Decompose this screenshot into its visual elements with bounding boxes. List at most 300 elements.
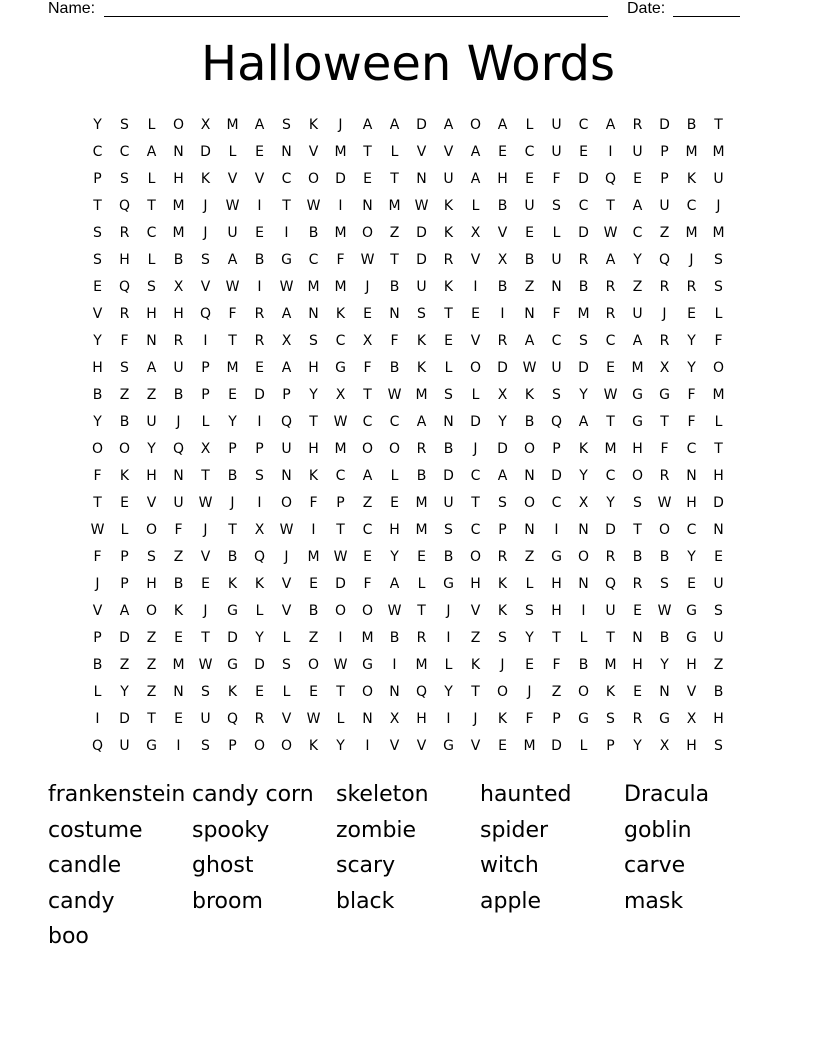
grid-letter[interactable]: L [714, 305, 723, 322]
grid-letter[interactable]: O [307, 170, 320, 187]
grid-letter[interactable]: L [147, 116, 156, 133]
grid-letter[interactable]: B [443, 548, 454, 565]
grid-letter[interactable]: S [714, 602, 723, 619]
grid-letter[interactable]: Q [604, 170, 617, 187]
grid-letter[interactable]: H [146, 467, 157, 484]
grid-letter[interactable]: K [254, 575, 265, 592]
grid-letter[interactable]: A [605, 251, 616, 268]
grid-letter[interactable]: B [92, 386, 103, 403]
grid-letter[interactable]: K [119, 467, 130, 484]
grid-letter[interactable]: Y [633, 737, 642, 754]
grid-letter[interactable]: N [281, 467, 292, 484]
grid-letter[interactable]: H [551, 575, 562, 592]
grid-letter[interactable]: R [416, 440, 427, 457]
grid-letter[interactable]: E [120, 494, 129, 511]
grid-letter[interactable]: I [284, 224, 289, 241]
grid-letter[interactable]: U [173, 494, 184, 511]
grid-letter[interactable]: B [173, 575, 184, 592]
grid-letter[interactable]: W [333, 413, 348, 430]
grid-letter[interactable]: A [443, 116, 454, 133]
grid-letter[interactable]: D [659, 116, 670, 133]
grid-letter[interactable]: Z [173, 548, 184, 565]
grid-letter[interactable]: M [604, 656, 617, 673]
grid-letter[interactable]: E [309, 575, 318, 592]
grid-letter[interactable]: L [282, 629, 291, 646]
grid-letter[interactable]: W [279, 521, 294, 538]
grid-letter[interactable]: B [227, 548, 238, 565]
grid-letter[interactable]: J [473, 440, 478, 457]
grid-letter[interactable]: C [335, 332, 346, 349]
grid-letter[interactable]: S [714, 737, 723, 754]
grid-letter[interactable]: G [362, 656, 373, 673]
grid-letter[interactable]: A [578, 413, 589, 430]
grid-letter[interactable]: X [173, 278, 184, 295]
grid-letter[interactable]: Y [498, 413, 507, 430]
grid-letter[interactable]: M [307, 548, 320, 565]
grid-letter[interactable]: O [280, 494, 293, 511]
grid-letter[interactable]: R [632, 575, 643, 592]
grid-letter[interactable]: E [255, 683, 264, 700]
grid-letter[interactable]: H [470, 575, 481, 592]
grid-letter[interactable]: E [471, 305, 480, 322]
grid-letter[interactable]: Z [659, 224, 670, 241]
grid-letter[interactable]: T [363, 143, 372, 160]
grid-letter[interactable]: U [227, 224, 238, 241]
grid-letter[interactable]: R [605, 278, 616, 295]
grid-letter[interactable]: W [279, 278, 294, 295]
grid-letter[interactable]: K [308, 467, 319, 484]
grid-letter[interactable]: M [226, 116, 239, 133]
grid-letter[interactable]: S [633, 494, 642, 511]
grid-letter[interactable]: E [687, 575, 696, 592]
grid-letter[interactable]: J [689, 251, 694, 268]
grid-letter[interactable]: Z [470, 629, 481, 646]
grid-letter[interactable]: S [444, 521, 453, 538]
grid-letter[interactable]: M [307, 278, 320, 295]
grid-letter[interactable]: A [362, 116, 373, 133]
grid-letter[interactable]: O [145, 521, 158, 538]
grid-letter[interactable]: T [336, 521, 345, 538]
grid-letter[interactable]: J [527, 683, 532, 700]
grid-letter[interactable]: K [227, 575, 238, 592]
grid-letter[interactable]: F [552, 170, 561, 187]
grid-letter[interactable]: M [415, 386, 428, 403]
grid-letter[interactable]: K [497, 602, 508, 619]
grid-letter[interactable]: O [118, 440, 131, 457]
grid-letter[interactable]: P [552, 440, 561, 457]
grid-letter[interactable]: S [498, 494, 507, 511]
grid-letter[interactable]: S [606, 710, 615, 727]
grid-letter[interactable]: C [686, 521, 697, 538]
grid-letter[interactable]: J [365, 278, 370, 295]
grid-letter[interactable]: W [657, 602, 672, 619]
grid-letter[interactable]: T [363, 386, 372, 403]
grid-letter[interactable]: V [443, 143, 454, 160]
grid-letter[interactable]: B [443, 440, 454, 457]
grid-letter[interactable]: G [659, 386, 670, 403]
grid-letter[interactable]: T [471, 683, 480, 700]
grid-letter[interactable]: H [173, 170, 184, 187]
grid-letter[interactable]: Z [119, 656, 130, 673]
grid-letter[interactable]: S [714, 251, 723, 268]
grid-letter[interactable]: H [389, 521, 400, 538]
grid-letter[interactable]: T [93, 494, 102, 511]
grid-letter[interactable]: X [659, 359, 670, 376]
grid-letter[interactable]: B [92, 656, 103, 673]
grid-letter[interactable]: F [687, 386, 696, 403]
grid-letter[interactable]: U [524, 197, 535, 214]
grid-letter[interactable]: B [254, 251, 265, 268]
grid-letter[interactable]: F [687, 413, 696, 430]
grid-letter[interactable]: Q [604, 575, 617, 592]
grid-letter[interactable]: I [392, 656, 397, 673]
grid-letter[interactable]: B [308, 224, 319, 241]
grid-letter[interactable]: U [119, 737, 130, 754]
grid-letter[interactable]: B [659, 548, 670, 565]
grid-letter[interactable]: H [686, 656, 697, 673]
grid-letter[interactable]: Y [687, 359, 696, 376]
grid-letter[interactable]: S [579, 332, 588, 349]
grid-letter[interactable]: L [390, 467, 399, 484]
grid-letter[interactable]: O [361, 683, 374, 700]
grid-letter[interactable]: R [497, 548, 508, 565]
grid-letter[interactable]: V [254, 170, 265, 187]
grid-letter[interactable]: Z [308, 629, 319, 646]
grid-letter[interactable]: H [92, 359, 103, 376]
grid-letter[interactable]: Y [606, 494, 615, 511]
grid-letter[interactable]: Y [255, 629, 264, 646]
grid-letter[interactable]: Z [146, 386, 157, 403]
grid-letter[interactable]: R [659, 332, 670, 349]
grid-letter[interactable]: S [552, 386, 561, 403]
grid-letter[interactable]: X [281, 332, 292, 349]
grid-letter[interactable]: I [311, 521, 316, 538]
grid-letter[interactable]: N [713, 521, 724, 538]
grid-letter[interactable]: S [525, 602, 534, 619]
grid-letter[interactable]: F [660, 440, 669, 457]
grid-letter[interactable]: E [525, 224, 534, 241]
grid-letter[interactable]: F [552, 656, 561, 673]
grid-letter[interactable]: T [147, 197, 156, 214]
grid-letter[interactable]: T [390, 251, 399, 268]
grid-letter[interactable]: T [228, 332, 237, 349]
grid-letter[interactable]: V [146, 494, 157, 511]
grid-letter[interactable]: T [606, 197, 615, 214]
grid-letter[interactable]: S [147, 278, 156, 295]
grid-letter[interactable]: M [712, 386, 725, 403]
grid-letter[interactable]: J [203, 197, 208, 214]
grid-letter[interactable]: E [525, 656, 534, 673]
grid-letter[interactable]: U [659, 197, 670, 214]
grid-letter[interactable]: L [390, 143, 399, 160]
grid-letter[interactable]: T [714, 440, 723, 457]
grid-letter[interactable]: F [93, 467, 102, 484]
grid-letter[interactable]: L [444, 359, 453, 376]
grid-letter[interactable]: L [201, 413, 210, 430]
grid-letter[interactable]: I [203, 332, 208, 349]
grid-letter[interactable]: P [93, 170, 102, 187]
grid-letter[interactable]: O [361, 602, 374, 619]
grid-letter[interactable]: B [524, 251, 535, 268]
grid-letter[interactable]: A [632, 332, 643, 349]
grid-letter[interactable]: K [308, 116, 319, 133]
grid-letter[interactable]: G [686, 629, 697, 646]
grid-letter[interactable]: K [605, 683, 616, 700]
grid-letter[interactable]: M [415, 656, 428, 673]
grid-letter[interactable]: N [686, 467, 697, 484]
grid-letter[interactable]: H [308, 359, 319, 376]
grid-letter[interactable]: L [93, 683, 102, 700]
grid-letter[interactable]: F [363, 575, 372, 592]
grid-letter[interactable]: W [225, 278, 240, 295]
grid-letter[interactable]: Y [390, 548, 399, 565]
grid-letter[interactable]: U [281, 440, 292, 457]
grid-letter[interactable]: H [497, 170, 508, 187]
grid-letter[interactable]: X [200, 116, 211, 133]
grid-letter[interactable]: G [551, 548, 562, 565]
grid-letter[interactable]: K [308, 737, 319, 754]
grid-letter[interactable]: R [632, 710, 643, 727]
grid-letter[interactable]: M [415, 521, 428, 538]
grid-letter[interactable]: D [119, 710, 130, 727]
grid-letter[interactable]: I [554, 521, 559, 538]
grid-letter[interactable]: D [578, 170, 589, 187]
grid-letter[interactable]: E [498, 143, 507, 160]
grid-letter[interactable]: B [497, 278, 508, 295]
grid-letter[interactable]: F [93, 548, 102, 565]
grid-letter[interactable]: C [578, 197, 589, 214]
grid-letter[interactable]: E [687, 305, 696, 322]
grid-letter[interactable]: V [389, 737, 400, 754]
grid-letter[interactable]: Q [199, 305, 212, 322]
grid-letter[interactable]: O [361, 224, 374, 241]
grid-letter[interactable]: L [120, 521, 129, 538]
grid-letter[interactable]: Q [415, 683, 428, 700]
grid-letter[interactable]: T [417, 602, 426, 619]
grid-letter[interactable]: V [281, 575, 292, 592]
grid-letter[interactable]: M [685, 143, 698, 160]
grid-letter[interactable]: B [416, 467, 427, 484]
grid-letter[interactable]: S [309, 332, 318, 349]
grid-letter[interactable]: H [713, 710, 724, 727]
grid-letter[interactable]: I [95, 710, 100, 727]
grid-letter[interactable]: Y [687, 548, 696, 565]
grid-letter[interactable]: E [228, 386, 237, 403]
grid-letter[interactable]: D [578, 359, 589, 376]
grid-letter[interactable]: A [281, 359, 292, 376]
grid-letter[interactable]: R [497, 332, 508, 349]
grid-letter[interactable]: D [119, 629, 130, 646]
grid-letter[interactable]: E [498, 737, 507, 754]
grid-letter[interactable]: I [473, 278, 478, 295]
grid-letter[interactable]: C [92, 143, 103, 160]
grid-letter[interactable]: R [578, 251, 589, 268]
grid-letter[interactable]: A [281, 305, 292, 322]
grid-letter[interactable]: G [443, 575, 454, 592]
grid-letter[interactable]: N [389, 305, 400, 322]
grid-letter[interactable]: I [257, 413, 262, 430]
grid-letter[interactable]: Y [120, 683, 129, 700]
grid-letter[interactable]: W [414, 197, 429, 214]
grid-letter[interactable]: E [633, 602, 642, 619]
grid-letter[interactable]: E [255, 359, 264, 376]
grid-letter[interactable]: M [334, 278, 347, 295]
grid-letter[interactable]: C [470, 521, 481, 538]
grid-letter[interactable]: A [254, 116, 265, 133]
grid-letter[interactable]: D [470, 413, 481, 430]
grid-letter[interactable]: P [255, 440, 264, 457]
grid-letter[interactable]: L [714, 413, 723, 430]
grid-letter[interactable]: M [361, 629, 374, 646]
grid-letter[interactable]: G [146, 737, 157, 754]
grid-letter[interactable]: V [470, 251, 481, 268]
grid-letter[interactable]: D [497, 440, 508, 457]
grid-letter[interactable]: P [498, 521, 507, 538]
grid-letter[interactable]: M [523, 737, 536, 754]
grid-letter[interactable]: U [713, 629, 724, 646]
grid-letter[interactable]: Q [226, 710, 239, 727]
grid-letter[interactable]: M [172, 224, 185, 241]
grid-letter[interactable]: L [147, 251, 156, 268]
grid-letter[interactable]: N [362, 710, 373, 727]
grid-letter[interactable]: Z [551, 683, 562, 700]
grid-letter[interactable]: P [336, 494, 345, 511]
grid-letter[interactable]: T [444, 305, 453, 322]
grid-letter[interactable]: S [660, 575, 669, 592]
grid-letter[interactable]: O [307, 656, 320, 673]
grid-letter[interactable]: T [93, 197, 102, 214]
grid-letter[interactable]: J [662, 305, 667, 322]
grid-letter[interactable]: I [500, 305, 505, 322]
grid-letter[interactable]: Y [228, 413, 237, 430]
grid-letter[interactable]: B [632, 548, 643, 565]
grid-letter[interactable]: H [713, 467, 724, 484]
grid-letter[interactable]: O [577, 548, 590, 565]
grid-letter[interactable]: T [201, 467, 210, 484]
grid-letter[interactable]: T [633, 521, 642, 538]
grid-letter[interactable]: N [632, 629, 643, 646]
grid-letter[interactable]: L [471, 386, 480, 403]
grid-letter[interactable]: E [579, 143, 588, 160]
grid-letter[interactable]: S [417, 305, 426, 322]
grid-letter[interactable]: W [387, 386, 402, 403]
grid-letter[interactable]: N [578, 575, 589, 592]
grid-letter[interactable]: O [469, 116, 482, 133]
grid-letter[interactable]: C [281, 170, 292, 187]
grid-letter[interactable]: B [659, 629, 670, 646]
grid-letter[interactable]: L [552, 224, 561, 241]
grid-letter[interactable]: D [200, 143, 211, 160]
grid-letter[interactable]: X [659, 737, 670, 754]
date-blank-line[interactable] [673, 16, 740, 17]
grid-letter[interactable]: C [605, 332, 616, 349]
grid-letter[interactable]: U [632, 143, 643, 160]
grid-letter[interactable]: W [225, 197, 240, 214]
grid-letter[interactable]: W [306, 710, 321, 727]
grid-letter[interactable]: A [119, 602, 130, 619]
grid-letter[interactable]: V [416, 737, 427, 754]
grid-letter[interactable]: E [201, 575, 210, 592]
grid-letter[interactable]: S [147, 548, 156, 565]
grid-letter[interactable]: V [470, 737, 481, 754]
grid-letter[interactable]: I [338, 629, 343, 646]
grid-letter[interactable]: D [254, 656, 265, 673]
grid-letter[interactable]: D [443, 467, 454, 484]
grid-letter[interactable]: U [146, 413, 157, 430]
grid-letter[interactable]: S [120, 359, 129, 376]
grid-letter[interactable]: L [282, 683, 291, 700]
grid-letter[interactable]: L [336, 710, 345, 727]
grid-letter[interactable]: N [389, 683, 400, 700]
grid-letter[interactable]: T [147, 710, 156, 727]
grid-letter[interactable]: B [389, 359, 400, 376]
grid-letter[interactable]: L [471, 197, 480, 214]
grid-letter[interactable]: M [685, 224, 698, 241]
grid-letter[interactable]: E [255, 224, 264, 241]
grid-letter[interactable]: T [282, 197, 291, 214]
grid-letter[interactable]: U [551, 251, 562, 268]
grid-letter[interactable]: J [446, 602, 451, 619]
grid-letter[interactable]: K [416, 359, 427, 376]
grid-letter[interactable]: F [525, 710, 534, 727]
grid-letter[interactable]: P [201, 359, 210, 376]
grid-letter[interactable]: E [417, 548, 426, 565]
grid-letter[interactable]: G [632, 413, 643, 430]
grid-letter[interactable]: H [416, 710, 427, 727]
grid-letter[interactable]: S [93, 251, 102, 268]
grid-letter[interactable]: P [606, 737, 615, 754]
grid-letter[interactable]: P [660, 143, 669, 160]
grid-letter[interactable]: G [659, 710, 670, 727]
grid-letter[interactable]: B [497, 197, 508, 214]
grid-letter[interactable]: F [390, 332, 399, 349]
grid-letter[interactable]: E [363, 170, 372, 187]
grid-letter[interactable]: K [686, 170, 697, 187]
grid-letter[interactable]: M [577, 305, 590, 322]
grid-letter[interactable]: Y [147, 440, 156, 457]
grid-letter[interactable]: G [686, 602, 697, 619]
grid-letter[interactable]: M [172, 656, 185, 673]
grid-letter[interactable]: B [389, 278, 400, 295]
grid-letter[interactable]: K [335, 305, 346, 322]
grid-letter[interactable]: R [659, 278, 670, 295]
grid-letter[interactable]: U [443, 494, 454, 511]
grid-letter[interactable]: X [470, 224, 481, 241]
grid-letter[interactable]: A [497, 116, 508, 133]
grid-letter[interactable]: R [659, 467, 670, 484]
grid-letter[interactable]: N [173, 467, 184, 484]
grid-letter[interactable]: T [336, 683, 345, 700]
grid-letter[interactable]: U [605, 602, 616, 619]
grid-letter[interactable]: D [227, 629, 238, 646]
grid-letter[interactable]: O [658, 521, 671, 538]
grid-letter[interactable]: O [145, 602, 158, 619]
grid-letter[interactable]: R [254, 305, 265, 322]
grid-letter[interactable]: X [335, 386, 346, 403]
grid-letter[interactable]: L [417, 575, 426, 592]
grid-letter[interactable]: K [443, 197, 454, 214]
grid-letter[interactable]: J [500, 656, 505, 673]
grid-letter[interactable]: N [362, 197, 373, 214]
grid-letter[interactable]: W [90, 521, 105, 538]
grid-letter[interactable]: V [92, 602, 103, 619]
grid-letter[interactable]: K [200, 170, 211, 187]
grid-letter[interactable]: B [389, 629, 400, 646]
grid-letter[interactable]: J [473, 710, 478, 727]
grid-letter[interactable]: W [198, 494, 213, 511]
grid-letter[interactable]: I [338, 197, 343, 214]
grid-letter[interactable]: V [281, 602, 292, 619]
